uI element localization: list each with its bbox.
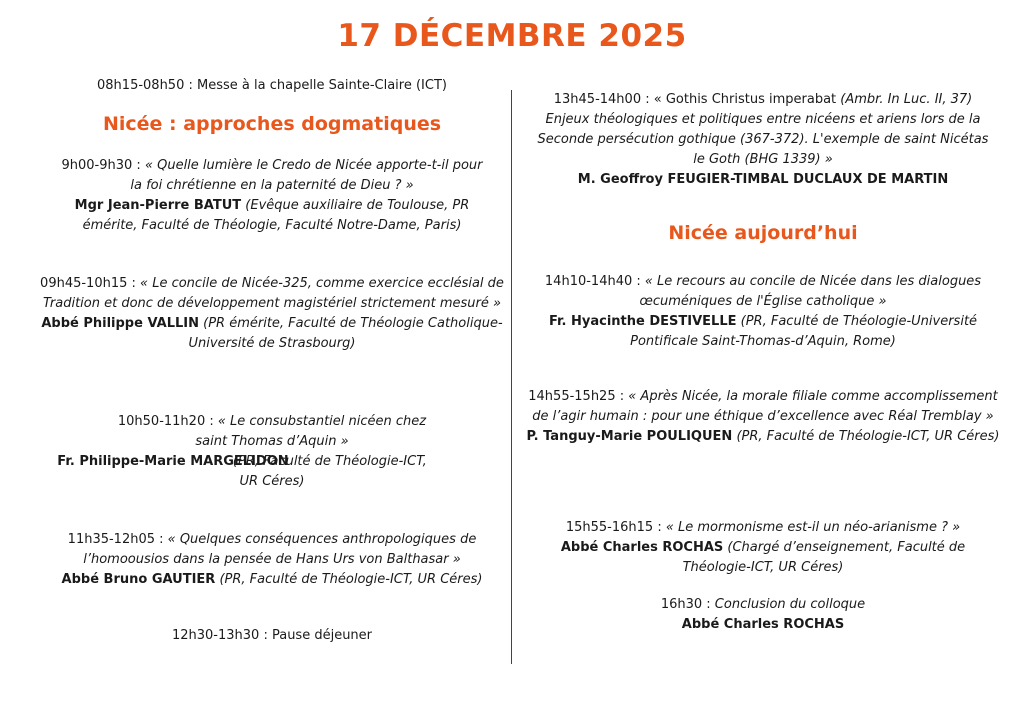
column-divider xyxy=(511,90,512,664)
opening-text: Messe à la chapelle Sainte-Claire (ICT) xyxy=(197,78,447,93)
session-time: 14h10-14h40 xyxy=(544,274,633,289)
speaker-name: Mgr Jean-Pierre BATUT xyxy=(74,198,242,213)
talk-reference: (Ambr. In Luc. II, 37) xyxy=(840,92,973,107)
closing-time: 16h30 xyxy=(660,597,703,612)
speaker-name: Abbé Philippe VALLIN xyxy=(41,316,199,331)
lunch-time: 12h30-13h30 xyxy=(171,628,260,643)
session-item xyxy=(40,412,504,492)
speaker-name: Fr. Hyacinthe DESTIVELLE xyxy=(548,314,737,329)
separator: : xyxy=(653,520,666,535)
opening-item xyxy=(40,76,504,96)
speaker-name: Abbé Charles ROCHAS xyxy=(681,617,845,632)
talk-title-part: « Gothis Christus imperabat xyxy=(653,92,841,107)
lunch-text: Pause déjeuner xyxy=(271,628,373,643)
speaker-name: Abbé Bruno GAUTIER xyxy=(61,572,216,587)
session-time: 15h55-16h15 xyxy=(565,520,654,535)
talk-title: « Le consubstantiel nicéen chez saint Thomas d’Aquin » xyxy=(195,414,427,449)
closing-title: Conclusion du colloque xyxy=(714,597,866,612)
speaker-affiliation: (Evêque auxiliaire de Toulouse, PR émérite, Faculté de Théologie, Faculté Notre-Dame, Paris) xyxy=(82,198,470,233)
speaker-name: P. Tanguy-Marie POULIQUEN xyxy=(526,429,733,444)
session-item xyxy=(522,387,1004,447)
session-time: 13h45-14h00 xyxy=(553,92,642,107)
separator: : xyxy=(132,158,145,173)
talk-title: « Le concile de Nicée-325, comme exercice ecclésial de Tradition et donc de développement magistériel strictement mesuré » xyxy=(42,276,504,311)
talk-title: « Le recours au concile de Nicée dans les dialogues œcuméniques de l'Église catholique » xyxy=(639,274,982,309)
separator: : xyxy=(615,389,629,404)
session-time: 11h35-12h05 xyxy=(67,532,156,547)
separator: : xyxy=(184,78,198,93)
talk-title: « Quelques conséquences anthropologiques de l’homoousios dans la pensée de Hans Urs von Balthasar » xyxy=(83,532,477,567)
separator: : xyxy=(155,532,168,547)
separator: : xyxy=(205,414,218,429)
speaker-affiliation: (PR émérite, Faculté de Théologie Catholique-Université de Strasbourg) xyxy=(188,316,503,351)
session-item xyxy=(522,518,1004,578)
separator: : xyxy=(641,92,654,107)
page-title: 17 DÉCEMBRE 2025 xyxy=(337,18,687,54)
separator: : xyxy=(127,276,141,291)
opening-time: 08h15-08h50 xyxy=(97,78,185,93)
session-item xyxy=(40,156,504,236)
closing-item xyxy=(522,595,1004,635)
session-item xyxy=(522,90,1004,190)
talk-title: Enjeux théologiques et politiques entre nicéens et ariens lors de la Seconde persécution gothique (367-372). L'exemple de saint Nicétas le Goth (BHG 1339) » xyxy=(537,112,989,167)
talk-title: « Quelle lumière le Credo de Nicée apporte-t-il pour la foi chrétienne en la paternité de Dieu ? » xyxy=(130,158,483,193)
speaker-name: Fr. Philippe-Marie MARGELIDON xyxy=(57,454,289,469)
speaker-affiliation: (Chargé d’enseignement, Faculté de Théologie-ICT, UR Céres) xyxy=(682,540,966,575)
speaker-affiliation: (PR, Faculté de Théologie-ICT, UR Céres) xyxy=(232,454,427,489)
talk-title: « Le mormonisme est-il un néo-arianisme ? » xyxy=(665,520,961,535)
speaker-affiliation: (PR, Faculté de Théologie-ICT, UR Céres) xyxy=(219,572,483,587)
talk-title: « Après Nicée, la morale filiale comme accomplissement de l’agir humain : pour une éthique d’excellence avec Réal Tremblay » xyxy=(532,389,998,424)
speaker-name: M. Geoffroy FEUGIER-TIMBAL DUCLAUX DE MARTIN xyxy=(577,172,949,187)
session-time: 09h45-10h15 xyxy=(40,276,128,291)
section-heading-dogmatic: Nicée : approches dogmatiques xyxy=(102,113,442,135)
session-item xyxy=(40,274,504,354)
session-item xyxy=(40,530,504,590)
speaker-name: Abbé Charles ROCHAS xyxy=(560,540,724,555)
speaker-affiliation: (PR, Faculté de Théologie-Université Pontificale Saint-Thomas-d’Aquin, Rome) xyxy=(630,314,978,349)
speaker-affiliation: (PR, Faculté de Théologie-ICT, UR Céres) xyxy=(736,429,1000,444)
separator: : xyxy=(702,597,715,612)
lunch-item xyxy=(40,626,504,646)
separator: : xyxy=(632,274,645,289)
session-item xyxy=(522,272,1004,352)
session-time: 10h50-11h20 xyxy=(117,414,206,429)
section-heading-today: Nicée aujourd’hui xyxy=(668,222,858,244)
separator: : xyxy=(259,628,272,643)
session-time: 14h55-15h25 xyxy=(528,389,616,404)
session-time: 9h00-9h30 xyxy=(61,158,133,173)
